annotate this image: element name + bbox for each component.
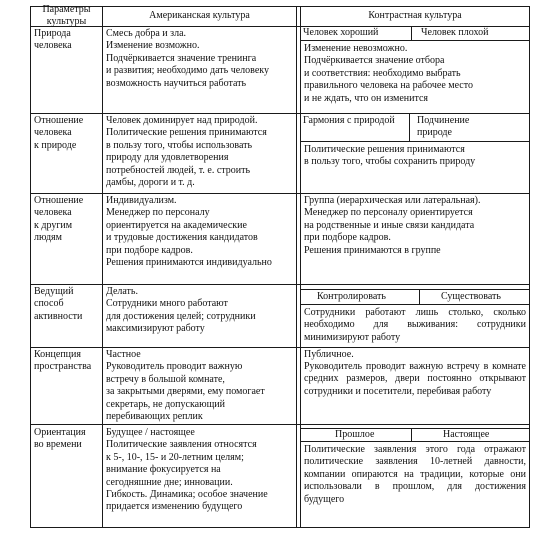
row-param-nature: Природа человека bbox=[34, 28, 72, 52]
header-american: Американская культура bbox=[149, 10, 250, 21]
row-divider-2 bbox=[30, 193, 530, 194]
row-american-people: Индивидуализм. Менеджер по персоналу ориентируется на академические и трудовые достижения кандидатов при подборе кадров. Решения принимаются индивидуально bbox=[106, 195, 272, 269]
row-param-time: Ориентация во времени bbox=[34, 427, 86, 451]
split-divider bbox=[409, 113, 410, 141]
row-divider-5 bbox=[30, 424, 530, 425]
row-contrast-space: Руководитель проводит важную встречу в комнате средних размеров, двери постоянно открывают сотрудники и посетители, перебивая работу bbox=[304, 361, 526, 397]
row-divider-3 bbox=[30, 284, 530, 285]
row-contrast-people: Группа (иерархическая или латеральная). Менеджер по персоналу ориентируется на родственные и иные связи кандидата при подборе кадров. Решения принимаются в группе bbox=[304, 195, 481, 256]
row-american-activity: Делать. Сотрудники много работают для достижения целей; сотрудники максимизируют работу bbox=[106, 286, 256, 335]
row-contrast-activity: Сотрудники работают лишь столько, сколько необходимо для выживания: сотрудники минимизируют работу bbox=[304, 307, 526, 343]
header-parameters: Параметры культуры bbox=[42, 4, 91, 27]
row-american-nature: Смесь добра и зла. Изменение возможно. Подчёркивается значение тренинга и развития; необходимо дать человеку возможность научиться работать bbox=[106, 28, 269, 89]
split-label-present: Настоящее bbox=[443, 429, 490, 440]
table-border-bottom bbox=[30, 527, 530, 528]
split-divider bbox=[419, 290, 420, 304]
row-divider-4 bbox=[30, 347, 530, 348]
row-american-time: Будущее / настоящее Политические заявления относятся к 5-, 10-, 15- и 20-летним целям; внимание фокусируется на сегодняшние дне; инновации. Гибкость. Динамика; особое значение придается изменению будущего bbox=[106, 427, 268, 513]
row-contrast-space-head: Публичное. bbox=[304, 349, 354, 360]
column-divider-2 bbox=[296, 6, 297, 528]
split-label-good: Человек хороший bbox=[303, 27, 379, 38]
split-box-nature bbox=[300, 26, 530, 41]
table-border-right bbox=[529, 6, 530, 528]
row-contrast-nature-attitude: Политические решения принимаются в пользу того, чтобы сохранить природу bbox=[304, 144, 476, 168]
table-border-top bbox=[30, 6, 530, 7]
row-american-space: Частное Руководитель проводит важную встречу в большой комнате, за закрытыми дверями, ему помогает секретарь, не допускающий перебивающих реплик bbox=[106, 349, 265, 423]
row-param-people: Отношение человека к другим людям bbox=[34, 195, 84, 244]
culture-comparison-table bbox=[30, 6, 530, 528]
split-label-control: Контролировать bbox=[317, 291, 386, 302]
row-param-nature-attitude: Отношение человека к природе bbox=[34, 115, 84, 151]
split-label-harmony: Гармония с природой bbox=[303, 115, 395, 126]
column-divider-2b bbox=[300, 6, 301, 528]
split-label-past: Прошлое bbox=[335, 429, 375, 440]
row-american-nature-attitude: Человек доминирует над природой. Политические решения принимаются в пользу того, чтобы использовать природу для удовлетворения потребностей людей, т. е. строить дамбы, дороги и т. д. bbox=[106, 115, 267, 189]
header-contrast: Контрастная культура bbox=[368, 10, 462, 21]
split-box-time bbox=[300, 428, 530, 442]
split-label-subordination: Подчинение природе bbox=[417, 115, 470, 139]
split-divider bbox=[411, 429, 412, 441]
row-param-activity: Ведущий способ активности bbox=[34, 286, 83, 322]
row-param-space: Концепция пространства bbox=[34, 349, 92, 373]
split-label-bad: Человек плохой bbox=[421, 27, 489, 38]
row-contrast-nature: Изменение невозможно. Подчёркивается значение отбора и соответствия: необходимо выбрать правильного человека на рабочее место и не ждать, что он изменится bbox=[304, 43, 473, 104]
column-divider-1 bbox=[102, 6, 103, 528]
split-box-activity bbox=[300, 289, 530, 305]
row-contrast-time: Политические заявления этого года отражают политические заявления 10-летней давности, компании опираются на традиции, которые они использовали в прошлом, для достижения будущего bbox=[304, 444, 526, 505]
table-border-left bbox=[30, 6, 31, 528]
split-label-exist: Существовать bbox=[441, 291, 501, 302]
split-divider bbox=[411, 26, 412, 40]
split-box-nature-attitude bbox=[300, 113, 530, 142]
